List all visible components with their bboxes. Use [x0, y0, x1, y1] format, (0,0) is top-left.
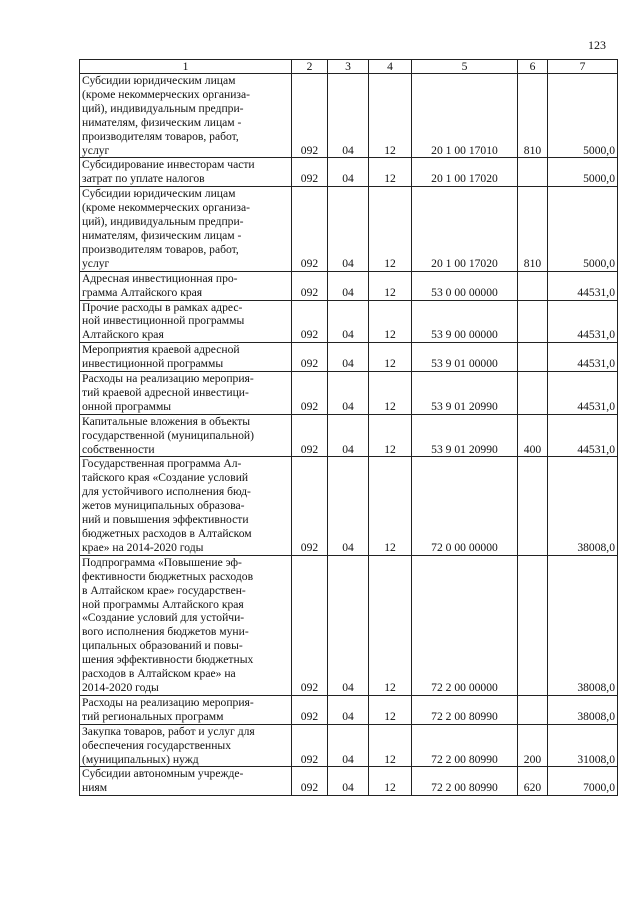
target-article-code: 20 1 00 17020 [412, 158, 518, 187]
amount: 44531,0 [548, 300, 618, 343]
subsection-code: 12 [369, 555, 412, 695]
description-line: производителям товаров, работ, [82, 242, 239, 256]
ministry-code: 092 [292, 695, 328, 724]
target-article-code: 53 9 01 20990 [412, 372, 518, 415]
target-article-code: 20 1 00 17010 [412, 74, 518, 158]
row-description [80, 457, 292, 555]
description-line: Расходы на реализацию мероприя- [82, 372, 254, 386]
ministry-code: 092 [292, 414, 328, 457]
header-cell: 1 [80, 60, 292, 74]
description-line: для устойчивого исполнения бюд- [82, 485, 251, 499]
ministry-code: 092 [292, 187, 328, 271]
target-article-code: 53 9 01 00000 [412, 343, 518, 372]
description-line: Субсидии автономным учрежде- [82, 767, 244, 781]
description-line: крае» на 2014-2020 годы [82, 540, 204, 554]
section-code: 04 [328, 372, 369, 415]
header-cell: 6 [518, 60, 548, 74]
table-row [80, 187, 618, 271]
expense-type-code [518, 271, 548, 300]
ministry-code: 092 [292, 555, 328, 695]
table-row [80, 74, 618, 158]
description-line: затрат по уплате налогов [82, 172, 205, 186]
row-description [80, 271, 292, 300]
description-line: ций), индивидуальным предпри- [82, 215, 244, 229]
subsection-code: 12 [369, 457, 412, 555]
amount: 5000,0 [548, 158, 618, 187]
description-line: ципальных образований и повы- [82, 639, 243, 653]
description-line: Закупка товаров, работ и услуг для [82, 724, 255, 738]
section-code: 04 [328, 695, 369, 724]
row-description [80, 343, 292, 372]
ministry-code: 092 [292, 457, 328, 555]
section-code: 04 [328, 74, 369, 158]
target-article-code: 72 2 00 80990 [412, 724, 518, 767]
subsection-code: 12 [369, 74, 412, 158]
description-line: Прочие расходы в рамках адрес- [82, 300, 243, 314]
table-row [80, 457, 618, 555]
table-row [80, 300, 618, 343]
description-line: Субсидии юридическим лицам [82, 74, 236, 87]
row-description [80, 767, 292, 796]
description-line: (кроме некоммерческих организа- [82, 201, 250, 215]
description-line: (кроме некоммерческих организа- [82, 87, 250, 101]
amount: 38008,0 [548, 555, 618, 695]
description-line: Субсидии юридическим лицам [82, 187, 236, 201]
table-row [80, 343, 618, 372]
expense-type-code: 620 [518, 767, 548, 796]
amount: 44531,0 [548, 414, 618, 457]
target-article-code: 72 2 00 80990 [412, 767, 518, 796]
subsection-code: 12 [369, 158, 412, 187]
subsection-code: 12 [369, 372, 412, 415]
section-code: 04 [328, 343, 369, 372]
section-code: 04 [328, 271, 369, 300]
amount: 38008,0 [548, 457, 618, 555]
page-number: 123 [588, 38, 606, 52]
description-line: шения эффективности бюджетных [82, 653, 254, 667]
ministry-code: 092 [292, 724, 328, 767]
table-row [80, 271, 618, 300]
amount: 31008,0 [548, 724, 618, 767]
row-description [80, 74, 292, 158]
expense-type-code: 810 [518, 74, 548, 158]
table-body [80, 74, 618, 796]
amount: 44531,0 [548, 372, 618, 415]
expense-type-code [518, 457, 548, 555]
target-article-code: 53 9 01 20990 [412, 414, 518, 457]
ministry-code: 092 [292, 343, 328, 372]
row-description [80, 724, 292, 767]
description-line: Алтайского края [82, 328, 164, 342]
description-line: 2014-2020 годы [82, 680, 159, 694]
row-description [80, 187, 292, 271]
table-row [80, 695, 618, 724]
expense-type-code: 200 [518, 724, 548, 767]
target-article-code: 53 0 00 00000 [412, 271, 518, 300]
row-description [80, 372, 292, 415]
subsection-code: 12 [369, 695, 412, 724]
ministry-code: 092 [292, 372, 328, 415]
ministry-code: 092 [292, 74, 328, 158]
description-line: ций), индивидуальным предпри- [82, 101, 244, 115]
section-code: 04 [328, 187, 369, 271]
description-line: Субсидирование инвесторам части [82, 158, 255, 172]
subsection-code: 12 [369, 414, 412, 457]
description-line: бюджетных расходов в Алтайском [82, 527, 252, 540]
description-line: тий краевой адресной инвестици- [82, 385, 249, 399]
header-cell: 5 [412, 60, 518, 74]
description-line: тий региональных программ [82, 709, 224, 723]
description-line: ной программы Алтайского края [82, 597, 244, 611]
description-line: инвестиционной программы [82, 357, 224, 371]
amount: 44531,0 [548, 343, 618, 372]
section-code: 04 [328, 158, 369, 187]
description-line: государственной (муниципальной) [82, 428, 254, 442]
subsection-code: 12 [369, 271, 412, 300]
header-cell: 4 [369, 60, 412, 74]
row-description [80, 414, 292, 457]
description-line: вого исполнения бюджетов муни- [82, 625, 249, 639]
description-line: собственности [82, 442, 155, 456]
row-description [80, 695, 292, 724]
target-article-code: 20 1 00 17020 [412, 187, 518, 271]
description-line: нимателям, физическим лицам - [82, 228, 242, 242]
ministry-code: 092 [292, 767, 328, 796]
description-line: фективности бюджетных расходов [82, 569, 254, 583]
header-cell: 2 [292, 60, 328, 74]
description-line: обеспечения государственных [82, 738, 232, 752]
ministry-code: 092 [292, 271, 328, 300]
target-article-code: 53 9 00 00000 [412, 300, 518, 343]
header-cell: 3 [328, 60, 369, 74]
description-line: Государственная программа Ал- [82, 457, 242, 471]
section-code: 04 [328, 414, 369, 457]
description-line: Мероприятия краевой адресной [82, 343, 240, 357]
section-code: 04 [328, 767, 369, 796]
description-line: Адресная инвестиционная про- [82, 271, 238, 285]
ministry-code: 092 [292, 158, 328, 187]
description-line: Подпрограмма «Повышение эф- [82, 555, 242, 569]
description-line: грамма Алтайского края [82, 285, 203, 299]
row-description [80, 555, 292, 695]
description-line: ной инвестиционной программы [82, 314, 245, 328]
amount: 44531,0 [548, 271, 618, 300]
row-description [80, 300, 292, 343]
amount: 5000,0 [548, 74, 618, 158]
description-line: производителям товаров, работ, [82, 129, 239, 143]
header-cell: 7 [548, 60, 618, 74]
expense-type-code [518, 300, 548, 343]
subsection-code: 12 [369, 187, 412, 271]
budget-table [79, 59, 618, 796]
target-article-code: 72 2 00 00000 [412, 555, 518, 695]
amount: 7000,0 [548, 767, 618, 796]
description-line: услуг [82, 256, 110, 270]
section-code: 04 [328, 300, 369, 343]
description-line: ний и повышения эффективности [82, 513, 249, 527]
description-line: Расходы на реализацию мероприя- [82, 695, 254, 709]
target-article-code: 72 2 00 80990 [412, 695, 518, 724]
description-line: «Создание условий для устойчи- [82, 611, 245, 625]
section-code: 04 [328, 555, 369, 695]
expense-type-code [518, 555, 548, 695]
row-description [80, 158, 292, 187]
subsection-code: 12 [369, 343, 412, 372]
description-line: ниям [82, 781, 108, 795]
description-line: тайского края «Создание условий [82, 471, 249, 485]
expense-type-code: 400 [518, 414, 548, 457]
amount: 38008,0 [548, 695, 618, 724]
subsection-code: 12 [369, 724, 412, 767]
description-line: (муниципальных) нужд [82, 752, 199, 766]
description-line: нимателям, физическим лицам - [82, 115, 242, 129]
subsection-code: 12 [369, 767, 412, 796]
ministry-code: 092 [292, 300, 328, 343]
amount: 5000,0 [548, 187, 618, 271]
section-code: 04 [328, 457, 369, 555]
table-row [80, 724, 618, 767]
expense-type-code: 810 [518, 187, 548, 271]
expense-type-code [518, 343, 548, 372]
table-row [80, 372, 618, 415]
description-line: Капитальные вложения в объекты [82, 414, 251, 428]
description-line: онной программы [82, 399, 172, 413]
table-row [80, 555, 618, 695]
description-line: в Алтайском крае» государствен- [82, 583, 246, 597]
section-code: 04 [328, 724, 369, 767]
description-line: жетов муниципальных образова- [82, 499, 245, 513]
expense-type-code [518, 695, 548, 724]
expense-type-code [518, 158, 548, 187]
table-row [80, 414, 618, 457]
expense-type-code [518, 372, 548, 415]
table-row [80, 158, 618, 187]
table-row [80, 767, 618, 796]
target-article-code: 72 0 00 00000 [412, 457, 518, 555]
header-row [80, 60, 618, 74]
description-line: расходов в Алтайском крае» на [82, 667, 236, 681]
subsection-code: 12 [369, 300, 412, 343]
description-line: услуг [82, 143, 110, 157]
